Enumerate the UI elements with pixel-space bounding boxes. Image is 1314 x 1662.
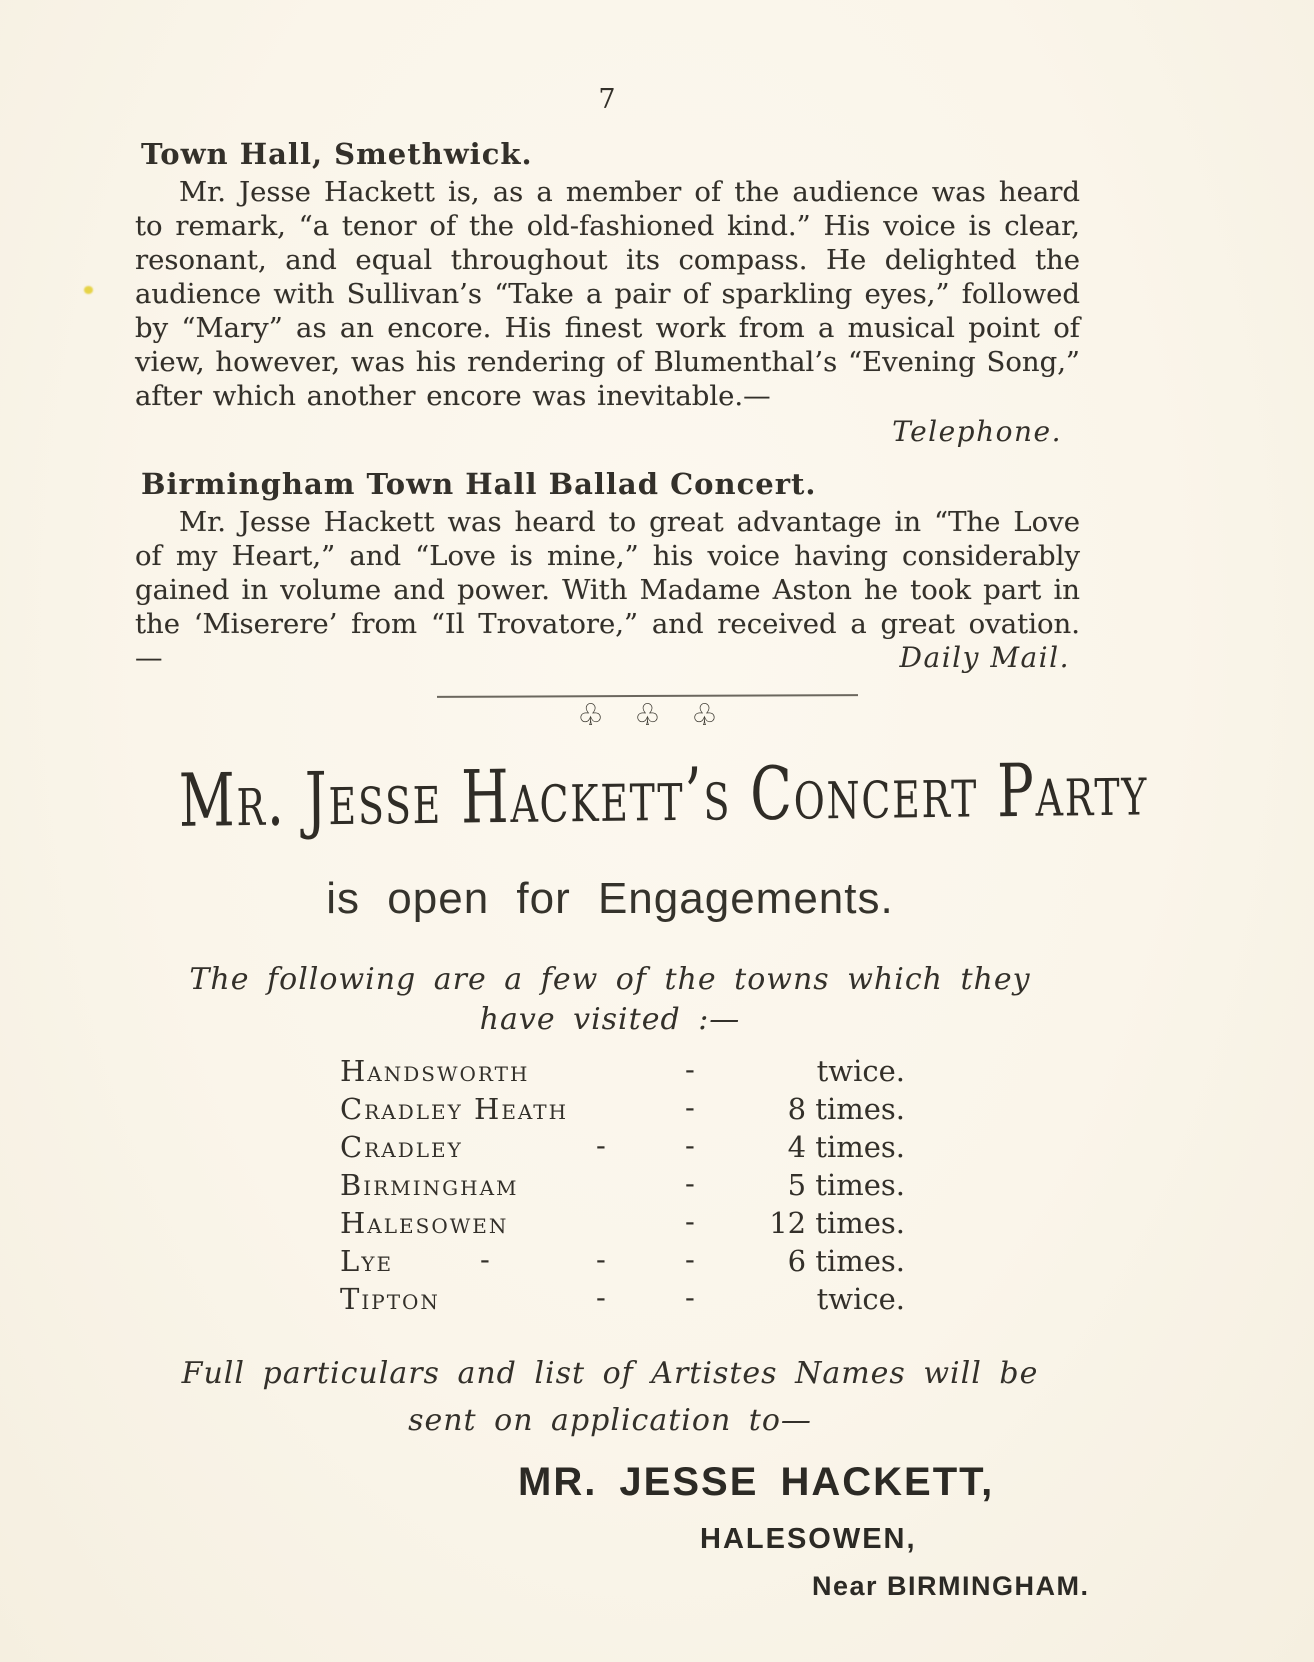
divider-ornaments [437,699,858,733]
advert-outro [120,1350,1100,1444]
visit-count: twice. [816,1054,905,1088]
spacer-dash: - [480,1242,490,1276]
advert-subtitle: is open for Engagements. [326,874,894,923]
spacer-dash: - [685,1242,695,1276]
table-row [340,1092,905,1130]
town-name: Handsworth [340,1054,530,1088]
review-heading: Town Hall, Smethwick. [141,137,533,171]
town-name: Tipton [340,1282,440,1316]
spacer-dash: - [596,1128,606,1162]
spacer-dash: - [596,1280,606,1314]
review-body: Mr. Jesse Hackett was heard to great advantage in “The Love of my Heart,” and “Love is mine,” his voice having considerably gained in volume and power. With Madame Aston he took part in the ‘Miserere’ from “Il Trovatore,” and received a great ovation.— [135,506,1080,674]
review-heading: Birmingham Town Hall Ballad Concert. [141,467,817,501]
contact-region: Near BIRMINGHAM. [812,1571,1090,1601]
spacer-dash: - [685,1090,695,1124]
spacer-dash: - [685,1052,695,1086]
town-name: Lye [340,1244,394,1278]
section-divider [0,695,1314,733]
outro-line: sent on application to— [408,1403,812,1438]
spacer-dash: - [596,1242,606,1276]
table-row [340,1130,905,1168]
town-name: Birmingham [340,1168,519,1202]
spacer-dash: - [685,1280,695,1314]
review-section-birmingham [135,467,1080,675]
spacer-dash: - [685,1128,695,1162]
paper-speck [84,286,93,294]
trefoil-icon: ♧ [690,698,748,733]
visit-count: 6 times. [787,1244,905,1278]
page-number: 7 [598,84,617,115]
visit-count: 4 times. [787,1130,905,1164]
town-name: Halesowen [340,1206,509,1240]
review-attribution: Daily Mail. [899,641,1070,674]
review-section-smethwick [135,137,1080,449]
spacer-dash: - [685,1166,695,1200]
review-attribution: Telephone. [892,415,1062,448]
visit-count: twice. [816,1282,905,1316]
advert-intro [120,960,1100,1040]
trefoil-icon: ♧ [634,698,691,733]
contact-block [120,1460,1100,1602]
table-row [340,1282,905,1320]
intro-line: The following are a few of the towns which they [189,962,1031,997]
trefoil-icon: ♧ [577,698,635,733]
table-row [340,1054,905,1092]
visit-count: 8 times. [787,1092,905,1126]
contact-name: MR. JESSE HACKETT, [518,1460,995,1504]
review-body: Mr. Jesse Hackett is, as a member of the audience was heard to remark, “a tenor of the old-fashioned kind.” His voice is clear, resonant, and equal throughout its compass. He delighted the audience with Sullivan’s “Take a pair of sparkling eyes,” followed by “Mary” as an encore. His finest work from a musical point of view, however, was his rendering of Blumenthal’s “Evening Song,” after which another encore was inevitable.— [135,176,1080,412]
table-row [340,1168,905,1206]
towns-visited-table [340,1054,905,1320]
town-name: Cradley [340,1130,463,1164]
visit-count: 12 times. [769,1206,905,1240]
table-row [340,1206,905,1244]
table-row [340,1244,905,1282]
concert-party-advert [120,746,1149,1602]
reviews-column [135,84,1080,675]
intro-line: have visited :— [479,1002,741,1037]
advert-title: Mr. Jesse Hackett’s Concert Party [178,746,1149,844]
town-name: Cradley Heath [340,1092,569,1126]
spacer-dash: - [685,1204,695,1238]
visit-count: 5 times. [787,1168,905,1202]
contact-town: HALESOWEN, [700,1523,917,1555]
outro-line: Full particulars and list of Artistes Names will be [181,1356,1039,1391]
